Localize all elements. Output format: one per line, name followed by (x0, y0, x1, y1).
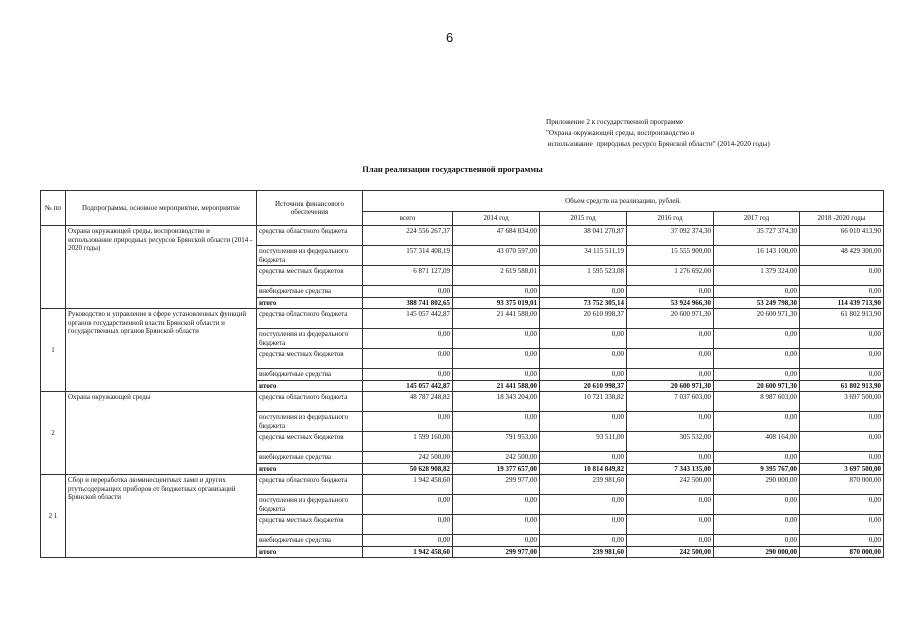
amount-cell: 0,00 (714, 286, 800, 298)
amount-cell: 0,00 (627, 286, 714, 298)
amount-cell: 299 977,00 (453, 475, 540, 495)
amount-cell: 48 787 248,82 (363, 392, 453, 412)
amount-cell: 7 343 135,00 (627, 463, 714, 475)
amount-cell: 0,00 (627, 369, 714, 381)
amount-cell: 239 981,60 (540, 546, 627, 558)
amount-cell: 0,00 (363, 329, 453, 349)
amount-cell: 242 500,00 (627, 546, 714, 558)
amount-cell: 791 953,00 (453, 432, 540, 452)
amount-cell: 50 628 908,82 (363, 463, 453, 475)
row-number: 1 (41, 309, 66, 392)
header-program: Подпрограмма, основное мероприятие, мероприятие (66, 191, 257, 226)
amount-cell: 0,00 (453, 286, 540, 298)
appendix-line: "Охрана окружающей среды, воспроизводство и (546, 129, 695, 137)
funding-source: средства областного бюджета (257, 475, 363, 495)
amount-cell: 290 000,00 (714, 475, 800, 495)
appendix-note (546, 117, 770, 150)
amount-cell: 20 600 971,30 (714, 309, 800, 329)
funding-source: средства областного бюджета (257, 226, 363, 246)
amount-cell: 0,00 (714, 349, 800, 369)
amount-cell: 0,00 (363, 286, 453, 298)
row-number: 2 (41, 392, 66, 475)
amount-cell: 0,00 (627, 495, 714, 515)
amount-cell: 0,00 (714, 535, 800, 547)
amount-cell: 20 600 971,30 (627, 309, 714, 329)
amount-cell: 0,00 (714, 452, 800, 464)
appendix-line: использование природных ресурсо Брянской области" (2014-2020 годы) (546, 140, 770, 148)
amount-cell: 9 395 767,00 (714, 463, 800, 475)
amount-cell: 0,00 (627, 349, 714, 369)
amount-cell: 3 697 500,00 (800, 392, 884, 412)
funding-source: средства местных бюджетов (257, 349, 363, 369)
funding-source: итого (257, 546, 363, 558)
amount-cell: 0,00 (453, 329, 540, 349)
header-year: 2017 год (714, 212, 800, 226)
amount-cell: 0,00 (540, 515, 627, 535)
amount-cell: 6 871 127,09 (363, 266, 453, 286)
funding-source: средства областного бюджета (257, 392, 363, 412)
amount-cell: 61 802 913,90 (800, 380, 884, 392)
amount-cell: 0,00 (800, 535, 884, 547)
amount-cell: 157 314 408,19 (363, 246, 453, 266)
plan-title: План реализации государственной программы (362, 164, 543, 174)
appendix-line: Приложение 2 к государственной программе (546, 118, 684, 126)
amount-cell: 19 377 657,00 (453, 463, 540, 475)
amount-cell: 0,00 (714, 412, 800, 432)
amount-cell: 35 727 374,30 (714, 226, 800, 246)
amount-cell: 10 814 849,82 (540, 463, 627, 475)
amount-cell: 2 619 588,01 (453, 266, 540, 286)
amount-cell: 870 000,00 (800, 475, 884, 495)
amount-cell: 0,00 (540, 452, 627, 464)
amount-cell: 16 143 100,00 (714, 246, 800, 266)
amount-cell: 66 010 413,90 (800, 226, 884, 246)
funding-source: внебюджетные средства (257, 452, 363, 464)
amount-cell: 0,00 (714, 329, 800, 349)
amount-cell: 0,00 (363, 412, 453, 432)
program-name: Охрана окружающей среды (66, 392, 257, 475)
funding-source: средства местных бюджетов (257, 266, 363, 286)
amount-cell: 0,00 (714, 495, 800, 515)
amount-cell: 0,00 (363, 535, 453, 547)
amount-cell: 0,00 (800, 495, 884, 515)
amount-cell: 0,00 (540, 412, 627, 432)
amount-cell: 43 070 597,00 (453, 246, 540, 266)
amount-cell: 0,00 (627, 452, 714, 464)
amount-cell: 0,00 (800, 369, 884, 381)
header-year: 2015 год (540, 212, 627, 226)
amount-cell: 18 343 204,00 (453, 392, 540, 412)
amount-cell: 242 500,00 (363, 452, 453, 464)
amount-cell: 53 249 798,30 (714, 297, 800, 309)
amount-cell: 0,00 (453, 495, 540, 515)
amount-cell: 1 276 692,00 (627, 266, 714, 286)
amount-cell: 73 752 305,14 (540, 297, 627, 309)
amount-cell: 0,00 (714, 515, 800, 535)
table-row (41, 475, 884, 495)
amount-cell: 0,00 (627, 329, 714, 349)
header-row (41, 191, 884, 212)
amount-cell: 7 037 603,00 (627, 392, 714, 412)
amount-cell: 0,00 (453, 369, 540, 381)
amount-cell: 242 500,00 (627, 475, 714, 495)
program-name: Сбор и переработка люминесцентных ламп и других ртутьсодержащих приборов от бюджетных организаций Брянской области (66, 475, 257, 558)
funding-source: поступления из федерального бюджета (257, 246, 363, 266)
amount-cell: 15 555 900,00 (627, 246, 714, 266)
amount-cell: 21 441 588,00 (453, 309, 540, 329)
row-number: 2 1 (41, 475, 66, 558)
amount-cell: 299 977,00 (453, 546, 540, 558)
header-year: 2014 год (453, 212, 540, 226)
funding-source: итого (257, 380, 363, 392)
amount-cell: 0,00 (363, 349, 453, 369)
amount-cell: 1 595 523,08 (540, 266, 627, 286)
amount-cell: 0,00 (800, 286, 884, 298)
amount-cell: 388 741 802,65 (363, 297, 453, 309)
amount-cell: 0,00 (453, 535, 540, 547)
table-row (41, 226, 884, 246)
amount-cell: 305 532,00 (627, 432, 714, 452)
funding-source: поступления из федерального бюджета (257, 329, 363, 349)
amount-cell: 0,00 (800, 432, 884, 452)
amount-cell: 8 987 603,00 (714, 392, 800, 412)
amount-cell: 0,00 (363, 515, 453, 535)
amount-cell: 3 697 500,00 (800, 463, 884, 475)
header-volume: Объем средств на реализацию, рублей. (363, 191, 884, 212)
amount-cell: 93 511,00 (540, 432, 627, 452)
program-name: Руководство и управление в сфере установленных функций органов государственной власти Брянской области и государственных органов Брянской области (66, 309, 257, 392)
amount-cell: 290 000,00 (714, 546, 800, 558)
amount-cell: 1 599 160,00 (363, 432, 453, 452)
amount-cell: 0,00 (800, 452, 884, 464)
funding-source: внебюджетные средства (257, 369, 363, 381)
funding-source: внебюджетные средства (257, 286, 363, 298)
program-name: Охрана окружающей среды, воспроизводство и использование природных ресурсов Брянской области (2014 - 2020 годы) (66, 226, 257, 309)
amount-cell: 21 441 588,00 (453, 380, 540, 392)
amount-cell: 0,00 (627, 515, 714, 535)
amount-cell: 114 439 713,90 (800, 297, 884, 309)
amount-cell: 47 684 834,00 (453, 226, 540, 246)
amount-cell: 870 000,00 (800, 546, 884, 558)
amount-cell: 20 600 971,30 (627, 380, 714, 392)
amount-cell: 0,00 (800, 329, 884, 349)
funding-source: средства местных бюджетов (257, 515, 363, 535)
row-number (41, 226, 66, 309)
amount-cell: 34 115 511,19 (540, 246, 627, 266)
header-year: 2016 год (627, 212, 714, 226)
amount-cell: 0,00 (627, 412, 714, 432)
amount-cell: 0,00 (540, 349, 627, 369)
funding-source: поступления из федерального бюджета (257, 412, 363, 432)
amount-cell: 0,00 (540, 369, 627, 381)
amount-cell: 145 057 442,87 (363, 309, 453, 329)
amount-cell: 53 924 966,30 (627, 297, 714, 309)
amount-cell: 0,00 (363, 369, 453, 381)
amount-cell: 48 429 300,00 (800, 246, 884, 266)
funding-source: поступления из федерального бюджета (257, 495, 363, 515)
amount-cell: 20 610 998,37 (540, 380, 627, 392)
amount-cell: 0,00 (540, 495, 627, 515)
page-number: 6 (446, 30, 454, 45)
header-year: 2018 -2020 годы (800, 212, 884, 226)
header-num: № пп (41, 191, 66, 226)
amount-cell: 20 610 998,37 (540, 309, 627, 329)
amount-cell: 0,00 (540, 286, 627, 298)
amount-cell: 61 802 913,90 (800, 309, 884, 329)
amount-cell: 0,00 (714, 369, 800, 381)
amount-cell: 0,00 (627, 535, 714, 547)
amount-cell: 1 379 324,00 (714, 266, 800, 286)
amount-cell: 0,00 (453, 412, 540, 432)
amount-cell: 1 942 458,60 (363, 475, 453, 495)
amount-cell: 224 556 267,37 (363, 226, 453, 246)
table-row (41, 309, 884, 329)
amount-cell: 0,00 (800, 266, 884, 286)
funding-source: итого (257, 463, 363, 475)
amount-cell: 408 164,00 (714, 432, 800, 452)
amount-cell: 0,00 (453, 349, 540, 369)
table-row (41, 392, 884, 412)
amount-cell: 20 600 971,30 (714, 380, 800, 392)
funding-source: внебюджетные средства (257, 535, 363, 547)
amount-cell: 239 981,60 (540, 475, 627, 495)
amount-cell: 93 375 019,01 (453, 297, 540, 309)
funding-source: средства местных бюджетов (257, 432, 363, 452)
funding-source: средства областного бюджета (257, 309, 363, 329)
amount-cell: 0,00 (540, 329, 627, 349)
plan-table (40, 190, 884, 558)
header-year: всего (363, 212, 453, 226)
amount-cell: 145 057 442,87 (363, 380, 453, 392)
amount-cell: 0,00 (800, 515, 884, 535)
amount-cell: 0,00 (363, 495, 453, 515)
amount-cell: 0,00 (800, 349, 884, 369)
amount-cell: 0,00 (453, 515, 540, 535)
amount-cell: 0,00 (800, 412, 884, 432)
amount-cell: 38 041 270,87 (540, 226, 627, 246)
amount-cell: 1 942 458,60 (363, 546, 453, 558)
amount-cell: 10 721 338,82 (540, 392, 627, 412)
amount-cell: 242 500,00 (453, 452, 540, 464)
amount-cell: 0,00 (540, 535, 627, 547)
header-source: Источник финансового обеспечения (257, 191, 363, 226)
amount-cell: 37 092 374,30 (627, 226, 714, 246)
funding-source: итого (257, 297, 363, 309)
